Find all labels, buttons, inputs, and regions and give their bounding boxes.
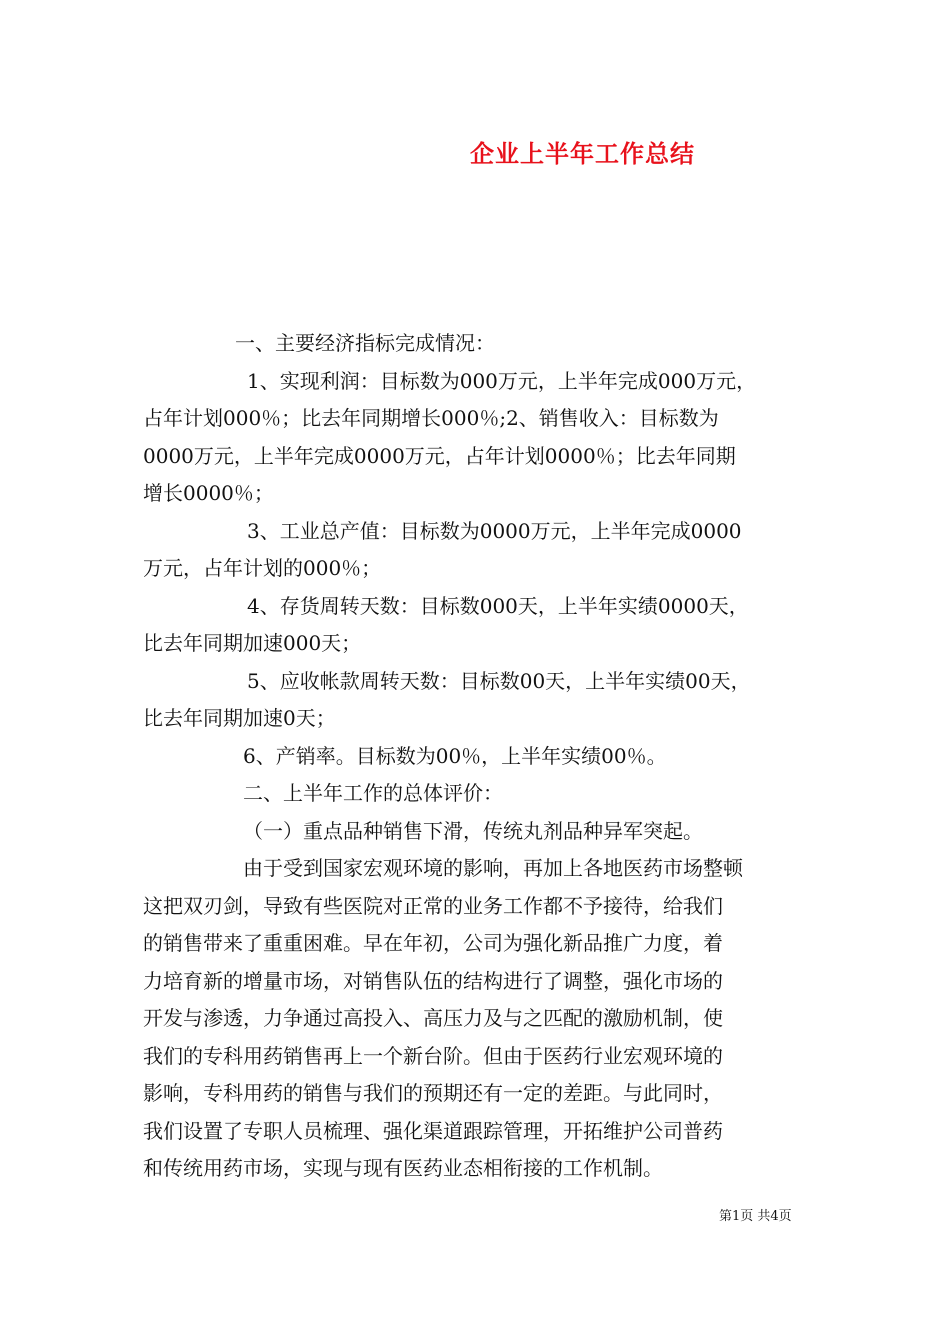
body-line: 影响，专科用药的销售与我们的预期还有一定的差距。与此同时， bbox=[143, 1081, 723, 1105]
body-line: 5、应收帐款周转天数：目标数00天，上半年实绩00天， bbox=[247, 668, 751, 693]
body-line: 我们的专科用药销售再上一个新台阶。但由于医药行业宏观环境的 bbox=[143, 1043, 723, 1068]
body-line: 占年计划000％；比去年同期增长000％;2、销售收入：目标数为 bbox=[143, 406, 719, 430]
page-footer: 第1页 共4页 bbox=[719, 1209, 792, 1224]
body-line: 比去年同期加速0天； bbox=[143, 706, 336, 730]
body-line: 一、主要经济指标完成情况： bbox=[235, 331, 495, 355]
document-body bbox=[143, 325, 815, 1188]
body-line: 二、上半年工作的总体评价： bbox=[243, 781, 503, 805]
body-line: 开发与渗透，力争通过高投入、高压力及与之匹配的激励机制，使 bbox=[143, 1006, 723, 1030]
body-line: 我们设置了专职人员梳理、强化渠道跟踪管理，开拓维护公司普药 bbox=[143, 1118, 723, 1143]
body-line: 4、存货周转天数：目标数000天，上半年实绩0000天， bbox=[247, 593, 749, 618]
body-line: 和传统用药市场，实现与现有医药业态相衔接的工作机制。 bbox=[143, 1156, 663, 1180]
body-line: 6、产销率。目标数为00％，上半年实绩00％。 bbox=[243, 743, 667, 768]
body-line: 0000万元，上半年完成0000万元，占年计划0000％；比去年同期 bbox=[143, 443, 736, 468]
body-line: 3、工业总产值：目标数为0000万元，上半年完成0000 bbox=[247, 518, 742, 543]
body-line: 万元，占年计划的000％； bbox=[143, 556, 382, 580]
body-line: 这把双刃剑，导致有些医院对正常的业务工作都不予接待，给我们 bbox=[143, 893, 723, 918]
body-line: 比去年同期加速000天； bbox=[143, 631, 362, 655]
body-line: 增长0000％； bbox=[143, 481, 274, 505]
body-line: （一）重点品种销售下滑，传统丸剂品种异军突起。 bbox=[243, 818, 703, 843]
body-line: 的销售带来了重重困难。早在年初，公司为强化新品推广力度，着 bbox=[143, 931, 723, 955]
body-line: 由于受到国家宏观环境的影响，再加上各地医药市场整顿 bbox=[243, 856, 743, 880]
body-line: 力培育新的增量市场，对销售队伍的结构进行了调整，强化市场的 bbox=[143, 968, 723, 993]
body-line: 1、实现利润：目标数为000万元，上半年完成000万元， bbox=[247, 368, 757, 393]
document-title: 企业上半年工作总结 bbox=[470, 139, 695, 168]
